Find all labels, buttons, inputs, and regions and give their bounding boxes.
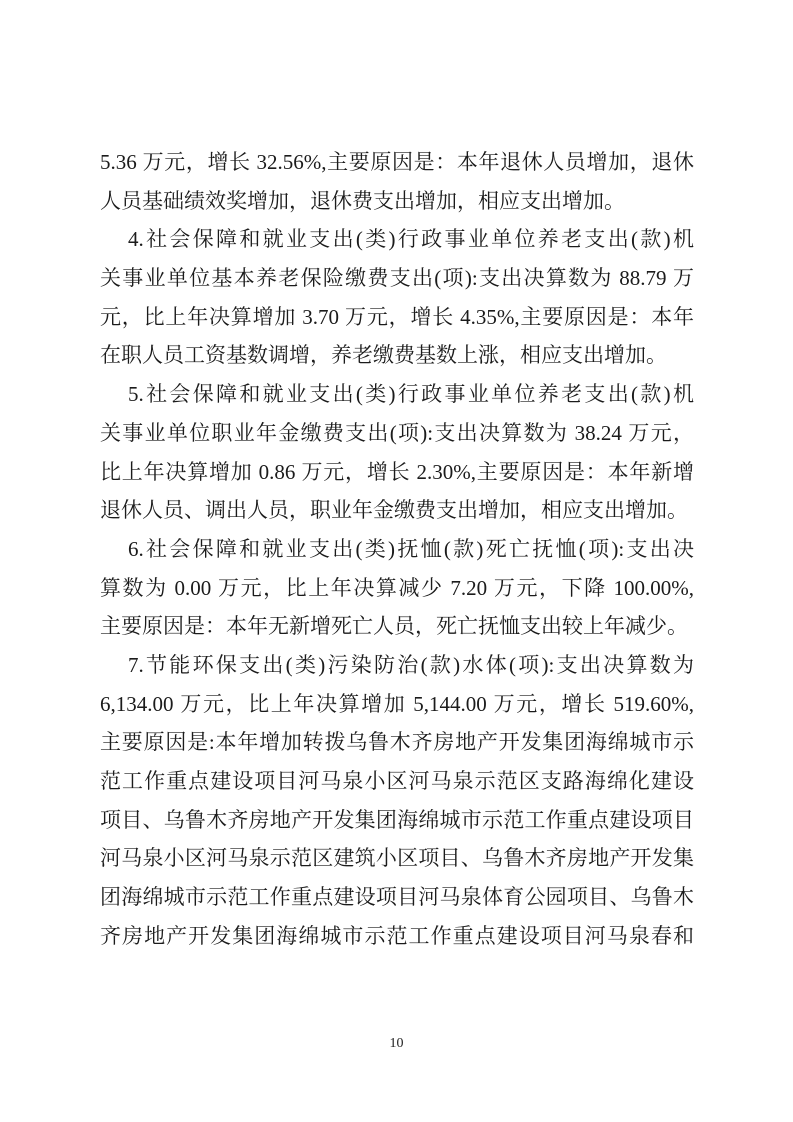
text-line: 河马泉小区河马泉示范区建筑小区项目、乌鲁木齐房地产开发集: [100, 846, 694, 871]
text-line: 6.社会保障和就业支出(类)抚恤(款)死亡抚恤(项):支出决: [128, 536, 694, 561]
text-line: 元，比上年决算增加 3.70 万元，增长 4.35%,主要原因是：本年: [100, 304, 694, 329]
text-line: 5.社会保障和就业支出(类)行政事业单位养老支出(款)机: [128, 382, 694, 407]
text-line: 人员基础绩效奖增加，退休费支出增加，相应支出增加。: [100, 188, 625, 213]
text-line: 齐房地产开发集团海绵城市示范工作重点建设项目河马泉春和: [100, 923, 694, 948]
page-number: 10: [389, 1036, 404, 1051]
text-line: 范工作重点建设项目河马泉小区河马泉示范区支路海绵化建设: [100, 769, 694, 793]
text-line: 在职人员工资基数调增，养老缴费基数上涨，相应支出增加。: [100, 343, 667, 368]
text-line: 主要原因是:本年增加转拨乌鲁木齐房地产开发集团海绵城市示: [100, 730, 694, 755]
body-text: [100, 143, 694, 955]
text-line: 关事业单位职业年金缴费支出(项):支出决算数为 38.24 万元，: [100, 420, 694, 445]
text-line: 关事业单位基本养老保险缴费支出(项):支出决算数为 88.79 万: [100, 266, 694, 291]
text-line: 算数为 0.00 万元，比上年决算减少 7.20 万元，下降 100.00%,: [100, 575, 694, 600]
text-line: 7.节能环保支出(类)污染防治(款)水体(项):支出决算数为: [128, 652, 694, 677]
text-line: 退休人员、调出人员，职业年金缴费支出增加，相应支出增加。: [100, 498, 688, 523]
text-line: 6,134.00 万元，比上年决算增加 5,144.00 万元，增长 519.60%,: [100, 691, 694, 716]
page-footer: [0, 1034, 793, 1053]
text-line: 主要原因是：本年无新增死亡人员，死亡抚恤支出较上年减少。: [100, 614, 688, 639]
text-line: 比上年决算增加 0.86 万元，增长 2.30%,主要原因是：本年新增: [100, 459, 694, 484]
text-line: 项目、乌鲁木齐房地产开发集团海绵城市示范工作重点建设项目: [100, 807, 694, 832]
text-line: 团海绵城市示范工作重点建设项目河马泉体育公园项目、乌鲁木: [100, 885, 694, 910]
text-line: 4.社会保障和就业支出(类)行政事业单位养老支出(款)机: [128, 227, 694, 252]
text-line: 5.36 万元，增长 32.56%,主要原因是：本年退休人员增加，退休: [100, 150, 694, 174]
